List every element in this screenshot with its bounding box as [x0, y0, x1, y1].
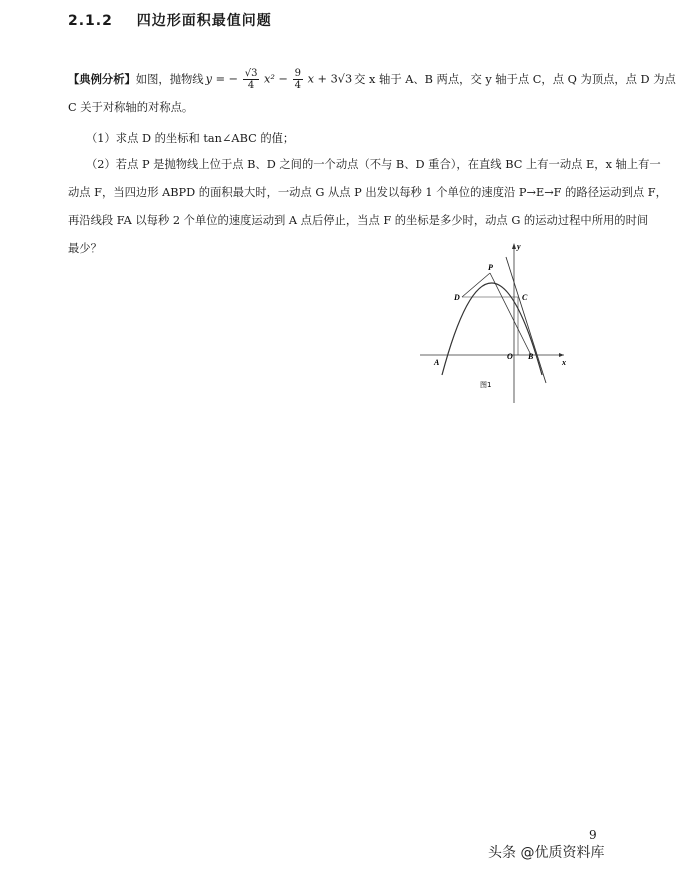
question-2-line-3: 再沿线段 FA 以每秒 2 个单位的速度运动到 A 点后停止，当点 F 的坐标是多少时，动点 G 的运动过程中所用的时间: [68, 214, 649, 227]
parabola-formula: y = − $\frac{√3}{4}$ x² − $\frac{9}{4}$ x + 3√3: [205, 67, 353, 91]
label-b: B: [528, 352, 534, 361]
question-2-line-1: （2）若点 P 是抛物线上位于点 B、D 之间的一个动点（不与 B、D 重合），在直线 BC 上有一动点 E，x 轴上有一: [86, 158, 661, 171]
label-c: C: [522, 293, 528, 302]
section-heading: [68, 10, 272, 30]
problem-intro: 如图，抛物线: [135, 73, 204, 86]
problem-intro-continued: 交 x 轴于 A、B 两点，交 y 轴于点 C，点 Q 为顶点，点 D 为点: [354, 73, 676, 86]
label-o: O: [507, 352, 513, 361]
figure-parabola: [418, 237, 568, 407]
y-axis-arrow: [512, 243, 516, 249]
question-2-line-2: 动点 F，当四边形 ABPD 的面积最大时，一动点 G 从点 P 出发以每秒 1 个单位的速度沿 P→E→F 的路径运动到点 F，: [68, 186, 667, 199]
fraction-9-over-4: $\frac{9}{4}$: [294, 67, 301, 91]
problem-line-1: [68, 64, 676, 94]
example-tag: 【典例分析】: [68, 73, 136, 86]
figure-caption: 图1: [480, 381, 492, 389]
page-number: 9: [589, 828, 597, 842]
section-title: 四边形面积最值问题: [136, 13, 272, 29]
question-2-line-4: 最少？: [68, 242, 102, 255]
watermark: 头条 @优质资料库: [488, 845, 605, 861]
label-y: y: [517, 242, 521, 251]
line-bc: [506, 257, 546, 383]
fraction-sqrt3-over-4: $\frac{√3}{4}$: [244, 67, 258, 91]
section-number: 2.1.2: [68, 13, 113, 29]
segment-dp: [462, 273, 490, 297]
segment-pb: [490, 273, 531, 355]
question-1: （1）求点 D 的坐标和 tan∠ABC 的值；: [86, 132, 295, 145]
label-a: A: [434, 358, 440, 367]
problem-line-2: C 关于对称轴的对称点。: [68, 101, 194, 114]
label-x: x: [562, 358, 566, 367]
label-p: P: [488, 263, 493, 272]
x-axis-arrow: [559, 353, 564, 357]
label-d: D: [454, 293, 460, 302]
